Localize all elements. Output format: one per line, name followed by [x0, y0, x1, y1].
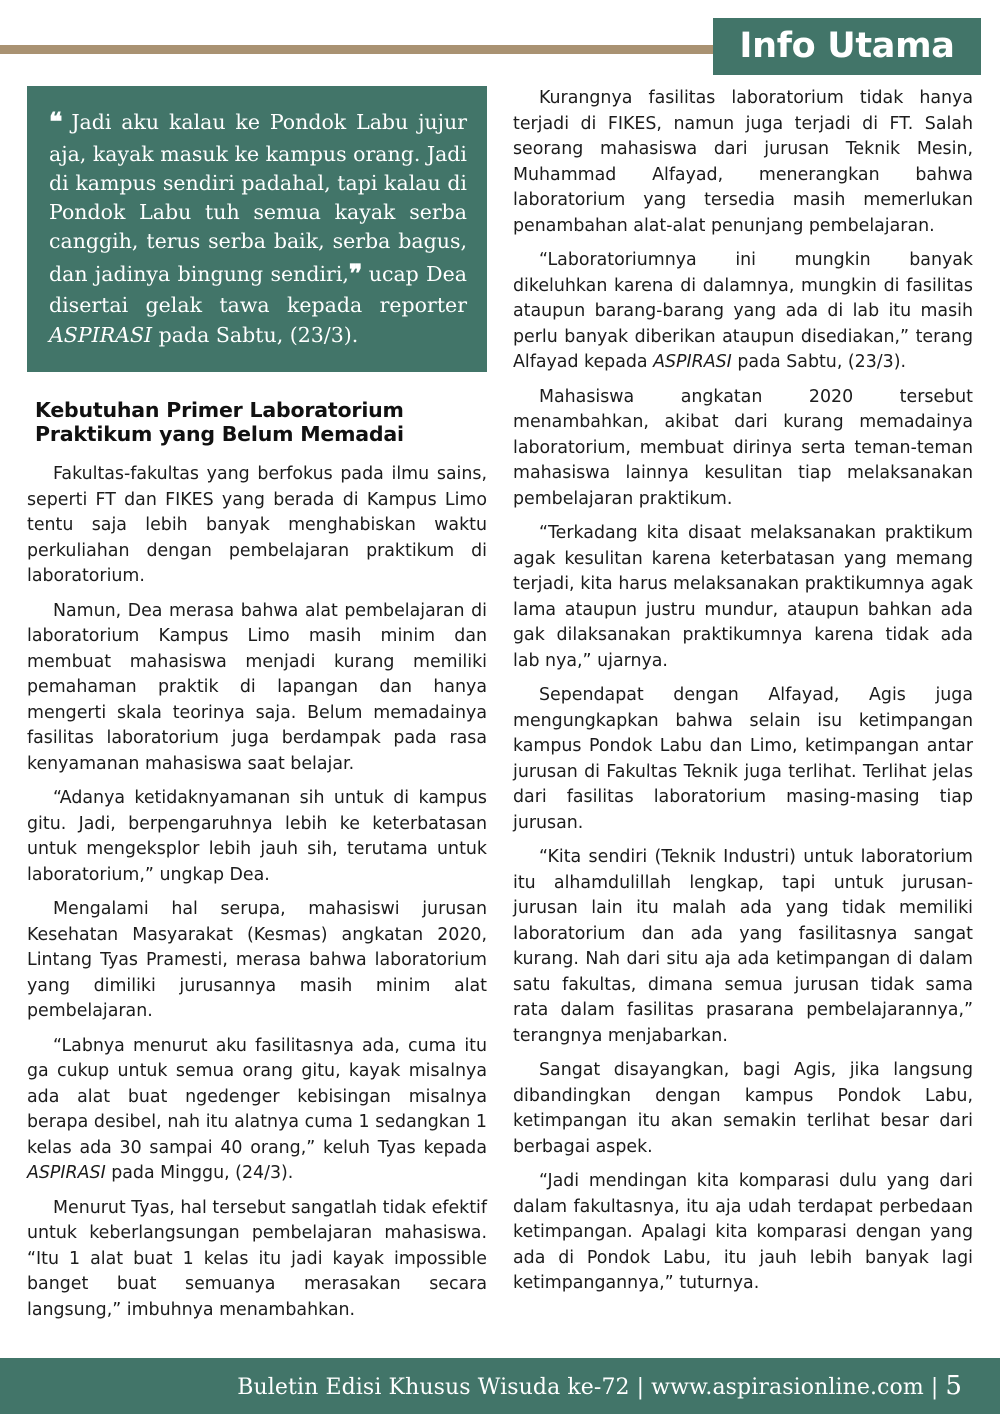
paragraph: Namun, Dea merasa bahwa alat pembelajaran di laboratorium Kampus Limo masih minim dan membuat mahasiswa menjadi kurang memiliki pemahaman praktik di lapangan dan hanya mengerti skala teorinya saja. Belum memadainya fasilitas laboratorium juga berdampak pada rasa kenyamanan mahasiswa saat belajar. — [27, 600, 487, 774]
paragraph — [513, 248, 973, 376]
paragraph: Mengalami hal serupa, mahasiswi jurusan Kesehatan Masyarakat (Kesmas) angkatan 2020, Lintang Tyas Pramesti, merasa bahwa laboratorium yang dimiliki jurusannya masih minim alat pembelajaran. — [27, 899, 487, 1022]
paragraph-after: pada Sabtu, (23/3). — [731, 352, 907, 372]
paragraph: “Adanya ketidaknyamanan sih untuk di kampus gitu. Jadi, berpengaruhnya lebih ke keterbatasan untuk mengeksplor lebih jauh sih, terutama untuk laboratorium,” ungkap Dea. — [27, 788, 487, 885]
open-quote-icon: ❝ — [49, 107, 62, 136]
paragraph: “Jadi mendingan kita komparasi dulu yang dari dalam fakultasnya, itu aja udah terdapat perbedaan ketimpangan. Apalagi kita komparasi dengan yang ada di Pondok Labu, itu jauh lebih banyak lagi ketimpangannya,” tuturnya. — [513, 1171, 973, 1293]
paragraph-source: ASPIRASI — [653, 352, 732, 372]
paragraph: Sangat disayangkan, bagi Agis, jika langsung dibandingkan dengan kampus Pondok Labu, ketimpangan itu akan semakin terlihat besar dari berbagai aspek. — [513, 1060, 973, 1157]
pull-quote-source: ASPIRASI — [49, 322, 153, 347]
article-columns — [0, 86, 1000, 1336]
pull-quote-text — [49, 104, 467, 350]
footer-bulletin-title: Buletin Edisi Khusus Wisuda ke-72 — [237, 1375, 630, 1400]
pull-quote-box — [27, 86, 487, 372]
footer-separator-1: | — [636, 1375, 645, 1400]
pull-quote-part1: Jadi aku kalau ke Pondok Labu jujur aja, kayak masuk ke kampus orang. Jadi di kampus sendiri padahal, tapi kalau di Pondok Labu tuh semua kayak serba canggih, terus serba baik, serba bagus, dan jadinya bingung sendiri, — [49, 110, 467, 286]
section-title: Info Utama — [739, 26, 955, 66]
page-footer — [0, 1358, 1000, 1414]
paragraph: “Terkadang kita disaat melaksanakan praktikum agak kesulitan karena keterbatasan yang memang terjadi, kita harus melaksanakan praktikumnya agak lama ataupun justru mundur, ataupun bahkan ada gak dilaksanakan praktikumnya karena tidak ada lab nya,” ujarnya. — [513, 523, 973, 671]
paragraph-source: ASPIRASI — [27, 1163, 106, 1184]
article-subheading: Kebutuhan Primer Laboratorium Praktikum yang Belum Memadai — [35, 397, 404, 446]
paragraph: Sependapat dengan Alfayad, Agis juga mengungkapkan bahwa selain isu ketimpangan kampus Pondok Labu dan Limo, ketimpangan antar jurusan di Fakultas Teknik juga terlihat. Terlihat jelas dari fasilitas laboratorium masing-masing tiap jurusan. — [513, 685, 973, 833]
paragraph — [27, 1034, 487, 1187]
footer-content — [237, 1371, 962, 1401]
page-number: 5 — [945, 1371, 962, 1401]
footer-website[interactable]: www.aspirasionline.com — [651, 1375, 924, 1400]
paragraph: Fakultas-fakultas yang berfokus pada ilmu sains, seperti FT dan FIKES yang berada di Kampus Limo tentu saja lebih banyak menghabiskan waktu perkuliahan dengan pembelajaran praktikum di laboratorium. — [27, 464, 487, 587]
paragraph: “Kita sendiri (Teknik Industri) untuk laboratorium itu alhamdulillah lengkap, tapi untuk jurusan-jurusan lain itu malah ada yang tidak memiliki laboratorium dan ada yang fasilitasnya sangat kurang. Nah dari situ aja ada ketimpangan di dalam satu fakultas, dimana semua jurusan tidak sama rata dalam fasilitas prasarana pembelajarannya,” terangnya menjabarkan. — [513, 847, 973, 1046]
pull-quote-part3: pada Sabtu, (23/3). — [158, 322, 359, 347]
page-header — [0, 0, 1000, 78]
close-quote-icon: ❞ — [348, 258, 362, 288]
paragraph: Kurangnya fasilitas laboratorium tidak hanya terjadi di FIKES, namun juga terjadi di FT. Salah seorang mahasiswa dari jurusan Teknik Mesin, Muhammad Alfayad, menerangkan bahwa laboratorium yang tersedia masih memerlukan penambahan alat-alat penunjang pembelajaran. — [513, 88, 973, 236]
left-column — [27, 86, 487, 1332]
section-title-box — [713, 18, 981, 75]
paragraph: Menurut Tyas, hal tersebut sangatlah tidak efektif untuk keberlangsungan pembelajaran mahasiswa. “Itu 1 alat buat 1 kelas itu jadi kayak impossible banget buat semuanya merasakan secara langsung,” imbuhnya menambahkan. — [27, 1197, 487, 1320]
pull-quote-part2: ucap Dea disertai gelak tawa kepada reporter — [49, 261, 467, 318]
right-column — [513, 86, 973, 1306]
paragraph-before: “Labnya menurut aku fasilitasnya ada, cuma itu ga cukup untuk semua orang gitu, kayak misalnya ada alat buat ngedenger kebisingan misalnya berapa desibel, nah itu alatnya cuma 1 sedangkan 1 kelas ada 30 sampai 40 orang,” keluh Tyas kepada — [27, 1035, 487, 1158]
paragraph-before: “Laboratoriumnya ini mungkin banyak dikeluhkan karena di dalamnya, mungkin di fasilitas ataupun barang-barang yang ada di lab itu masih perlu banyak diberikan ataupun disediakan,” terang Alfayad kepada — [513, 250, 973, 372]
header-gold-rule — [0, 45, 740, 54]
paragraph: Mahasiswa angkatan 2020 tersebut menambahkan, akibat dari kurang memadainya laboratorium, membuat dirinya serta teman-teman mahasiswa lainnya kesulitan tiap melaksanakan pembelajaran praktikum. — [513, 386, 973, 509]
paragraph-after: pada Minggu, (24/3). — [105, 1163, 294, 1184]
footer-separator-2: | — [930, 1375, 939, 1400]
